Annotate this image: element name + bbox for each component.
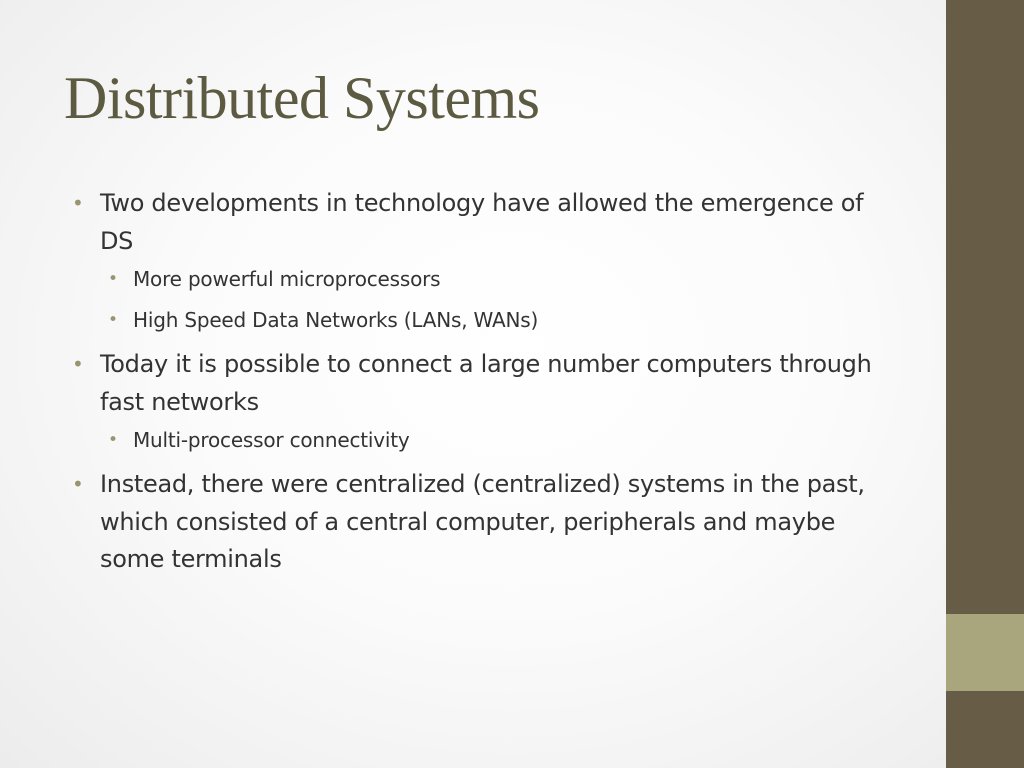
bullet-icon: • — [108, 310, 118, 330]
bullet-item — [72, 346, 902, 421]
bullet-icon: • — [72, 352, 84, 376]
slide-title: Distributed Systems — [64, 65, 540, 131]
bullet-icon: • — [72, 472, 84, 496]
sub-bullet-text: More powerful microprocessors — [133, 267, 441, 291]
bullet-list — [72, 185, 902, 583]
bullet-text: Two developments in technology have allowed the emergence of DS — [100, 189, 864, 255]
bullet-text: Instead, there were centralized (centralized) systems in the past, which consisted of a central computer, peripherals and maybe some terminals — [100, 470, 865, 573]
sub-bullet-text: Multi-processor connectivity — [133, 428, 410, 452]
sub-bullet-item — [72, 425, 902, 455]
bullet-item — [72, 466, 902, 579]
bullet-icon: • — [72, 191, 84, 215]
bullet-icon: • — [108, 430, 118, 450]
bullet-item — [72, 185, 902, 260]
sub-bullet-item — [72, 264, 902, 294]
side-bar-accent — [946, 614, 1024, 691]
sub-bullet-item — [72, 305, 902, 335]
bullet-text: Today it is possible to connect a large number computers through fast networks — [100, 350, 872, 416]
bullet-icon: • — [108, 269, 118, 289]
sub-bullet-text: High Speed Data Networks (LANs, WANs) — [133, 308, 539, 332]
